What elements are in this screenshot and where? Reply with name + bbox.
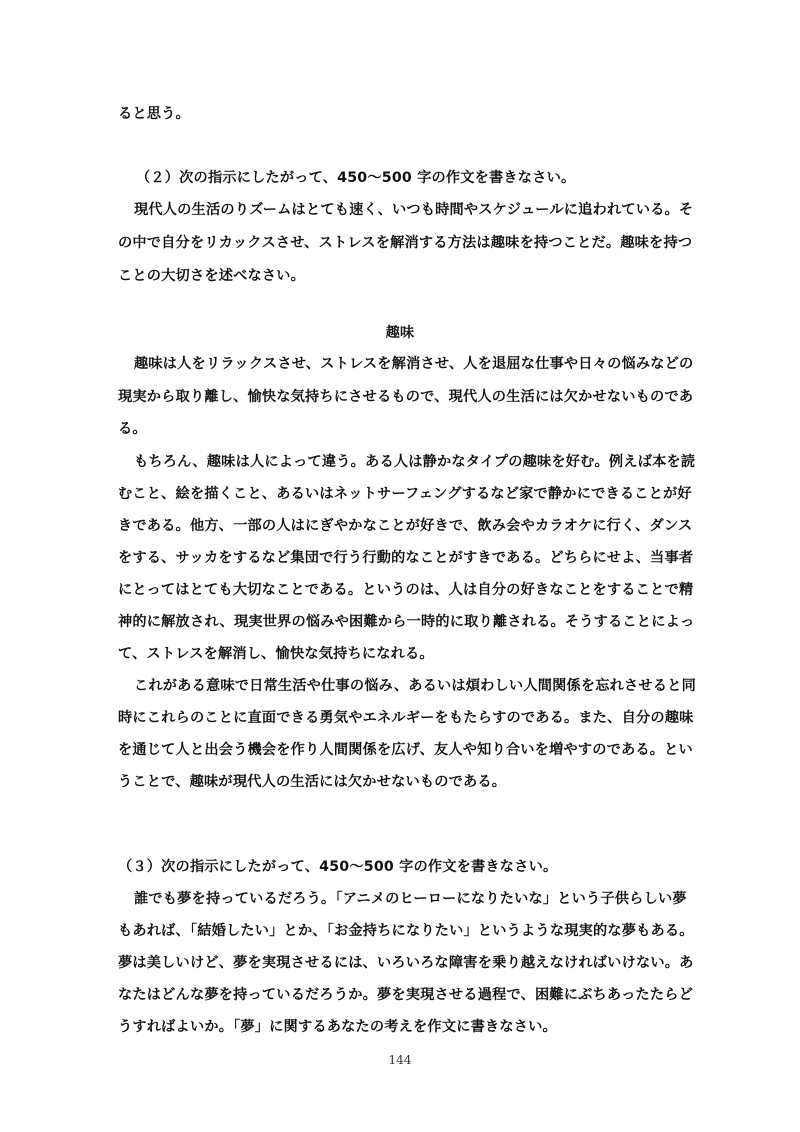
essay-line: 神的に解放され、現実世界の悩みや困難から一時的に取り離される。そうすることによっ <box>118 614 695 630</box>
essay-line: て、ストレスを解消し、愉快な気持ちになれる。 <box>118 646 434 662</box>
essay-line: きである。他方、一部の人はにぎやかなことが好きで、飲み会やカラオケに行く、ダンス <box>118 518 693 534</box>
question-3-line: なたはどんな夢を持っているだろうか。夢を実現させる過程で、困難にぶちあったたらど <box>118 987 694 1003</box>
essay-line: にとってはとても大切なことである。というのは、人は自分の好きなことをすることで精 <box>118 582 694 598</box>
essay-line: を通じて人と出会う機会を作り人間関係を広げ、友人や知り合いを増やすのである。とい <box>118 742 693 758</box>
question-3-line: もあれば、「結婚したい」とか、「お金持ちになりたい」というような現実的な夢もある。 <box>118 923 694 939</box>
essay-line: 趣味は人をリラックスさせ、ストレスを解消させ、人を退屈な仕事や日々の悩みなどの <box>134 356 694 372</box>
question-2-line: ことの大切さを述べなさい。 <box>118 268 306 284</box>
essay-line: る。 <box>118 421 147 437</box>
question-2-line: の中で自分をリカックスさせ、ストレスを解消する方法は趣味を持つことだ。趣味を持つ <box>118 235 693 251</box>
page-number: 144 <box>388 1053 412 1067</box>
essay-line: 現実から取り離し、愉快な気持ちにさせるもので、現代人の生活には欠かせないものであ <box>118 389 694 405</box>
essay-title: 趣味 <box>385 325 415 341</box>
essay-line: もちろん、趣味は人によって違う。ある人は静かなタイプの趣味を好む。例えば本を読 <box>134 454 696 470</box>
essay-line: これがある意味で日常生活や仕事の悩み、あるいは煩わしい人間関係を忘れさせると同 <box>134 678 696 694</box>
question-3-heading: （３）次の指示にしたがって、450～500 字の作文を書きなさい。 <box>118 859 558 875</box>
question-3-line: うすればよいか。「夢」に関するあなたの考えを作文に書きなさい。 <box>118 1019 557 1035</box>
question-2-line: 現代人の生活のりズームはとても速く、いつも時間やスケジュールに追われている。そ <box>134 202 694 218</box>
essay-line: うことで、趣味が現代人の生活には欠かせないものである。 <box>118 774 507 790</box>
essay-line: をする、サッカをするなど集団で行う行動的なことがすきである。どちらにせよ、当事者 <box>118 550 694 566</box>
question-3-line: 夢は美しいけど、夢を実現させるには、いろいろな障害を乗り越えなければいけない。あ <box>118 955 694 971</box>
question-2-heading: （２）次の指示にしたがって、450～500 字の作文を書きなさい。 <box>136 170 576 186</box>
previous-text-ending: ると思う。 <box>118 106 190 122</box>
essay-line: むこと、絵を描くこと、あるいはネットサーフェングするなど家で静かにできることが好 <box>118 486 692 502</box>
question-3-line: 誰でも夢を持っているだろう。「アニメのヒーローになりたいな」という子供らしい夢 <box>134 891 687 907</box>
essay-line: 時にこれらのことに直面できる勇気やエネルギーをもたらすのである。また、自分の趣味 <box>118 710 694 726</box>
